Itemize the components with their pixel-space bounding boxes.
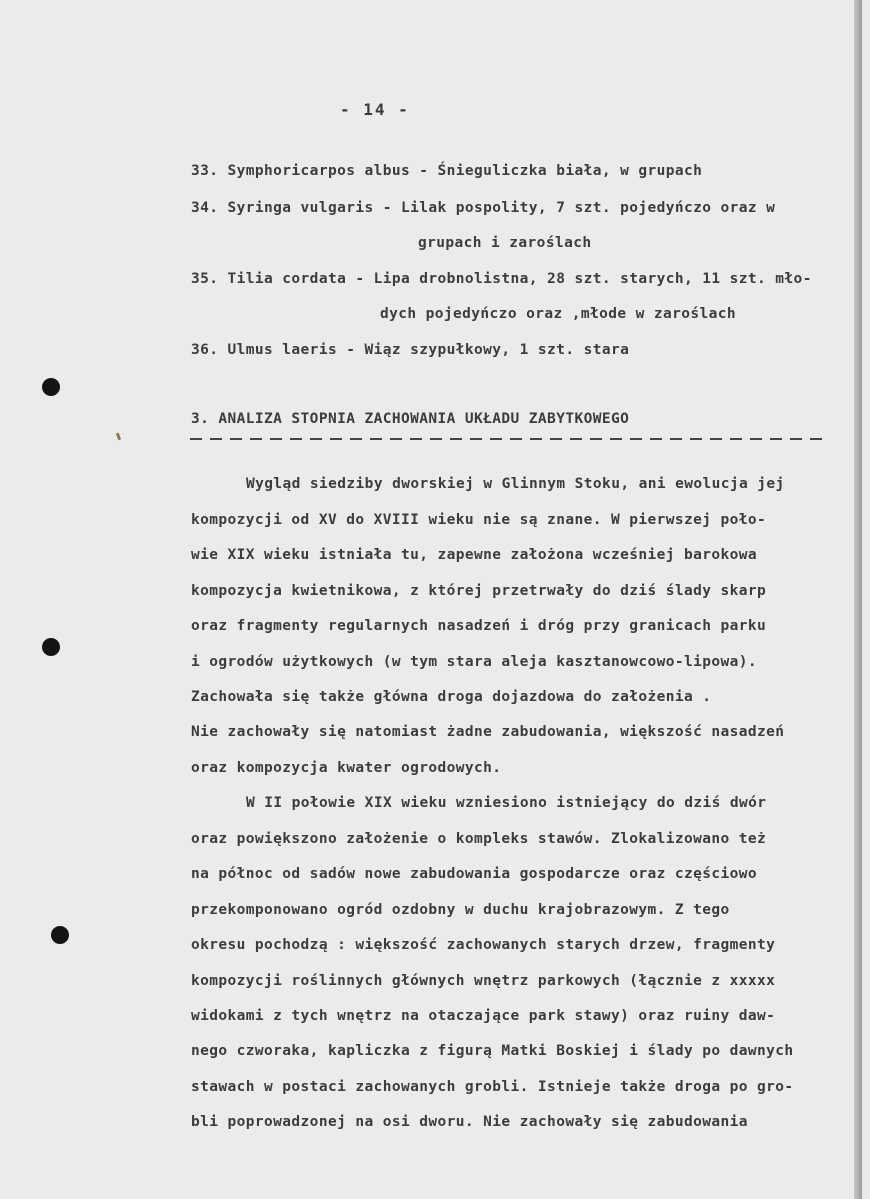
- list-item-continuation: grupach i zaroślach: [418, 235, 592, 251]
- paragraph-line: kompozycji od XV do XVIII wieku nie są znane. W pierwszej poło-: [191, 512, 767, 528]
- paragraph-line: na północ od sadów nowe zabudowania gospodarcze oraz częściowo: [191, 866, 758, 882]
- list-item: 34. Syringa vulgaris - Lilak pospolity, 7 szt. pojedyńczo oraz w: [191, 200, 776, 216]
- list-item: 33. Symphoricarpos albus - Śnieguliczka biała, w grupach: [191, 163, 703, 179]
- paragraph-line: okresu pochodzą : większość zachowanych starych drzew, fragmenty: [191, 937, 776, 953]
- paragraph-line: oraz powiększono założenie o kompleks stawów. Zlokalizowano też: [191, 831, 767, 847]
- paragraph-line: oraz kompozycja kwater ogrodowych.: [191, 760, 502, 776]
- paragraph-line: bli poprowadzonej na osi dworu. Nie zachowały się zabudowania: [191, 1114, 748, 1130]
- paragraph-line: Nie zachowały się natomiast żadne zabudowania, większość nasadzeń: [191, 724, 785, 740]
- paragraph-line: widokami z tych wnętrz na otaczające park stawy) oraz ruiny daw-: [191, 1008, 776, 1024]
- paragraph-line: Wygląd siedziby dworskiej w Glinnym Stoku, ani ewolucja jej: [246, 476, 785, 492]
- list-item: 36. Ulmus laeris - Wiąz szypułkowy, 1 szt. stara: [191, 342, 630, 358]
- punch-hole: [42, 638, 60, 656]
- section-heading: 3. ANALIZA STOPNIA ZACHOWANIA UKŁADU ZABYTKOWEGO: [191, 411, 630, 427]
- paragraph-line: kompozycja kwietnikowa, z której przetrwały do dziś ślady skarp: [191, 583, 767, 599]
- paragraph-line: wie XIX wieku istniała tu, zapewne założona wcześniej barokowa: [191, 547, 758, 563]
- heading-underline: [190, 438, 826, 440]
- paragraph-line: i ogrodów użytkowych (w tym stara aleja kasztanowcowo-lipowa).: [191, 654, 758, 670]
- paragraph-line: stawach w postaci zachowanych grobli. Istnieje także droga po gro-: [191, 1079, 794, 1095]
- punch-hole: [42, 378, 60, 396]
- paragraph-line: kompozycji roślinnych głównych wnętrz parkowych (łącznie z xxxxx: [191, 973, 776, 989]
- paragraph-line: przekomponowano ogród ozdobny w duchu krajobrazowym. Z tego: [191, 902, 730, 918]
- paragraph-line: nego czworaka, kapliczka z figurą Matki Boskiej i ślady po dawnych: [191, 1043, 794, 1059]
- list-item: 35. Tilia cordata - Lipa drobnolistna, 28 szt. starych, 11 szt. mło-: [191, 271, 812, 287]
- list-item-continuation: dych pojedyńczo oraz ,młode w zaroślach: [380, 306, 737, 322]
- paragraph-line: Zachowała się także główna droga dojazdowa do założenia .: [191, 689, 712, 705]
- page-number: - 14 -: [340, 100, 410, 119]
- paragraph-line: W II połowie XIX wieku wzniesiono istniejący do dziś dwór: [246, 795, 767, 811]
- ink-mark: [116, 433, 121, 441]
- paragraph-line: oraz fragmenty regularnych nasadzeń i dróg przy granicach parku: [191, 618, 767, 634]
- page-edge: [854, 0, 862, 1199]
- punch-hole: [51, 926, 69, 944]
